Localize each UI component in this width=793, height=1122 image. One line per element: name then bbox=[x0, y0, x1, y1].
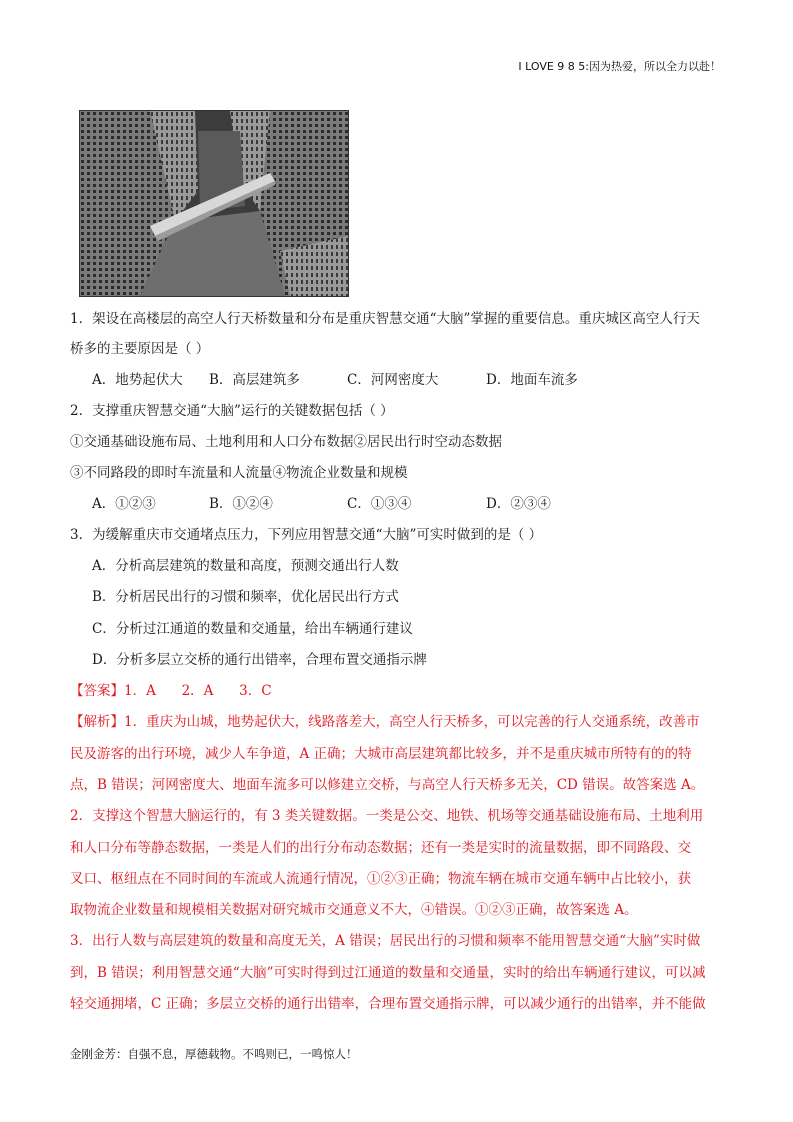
answer-line bbox=[70, 681, 272, 701]
q1-stem-line1: 1．架设在高楼层的高空人行天桥数量和分布是重庆智慧交通“大脑”掌握的重要信息。重庆城区高空人行天 bbox=[70, 311, 700, 327]
q1-stem-line2: 桥多的主要原因是（ ） bbox=[70, 341, 210, 357]
analysis-line-10: 轻交通拥堵，C 正确；多层立交桥的通行出错率，合理布置交通指示牌，可以减少通行的出错率，并不能做 bbox=[70, 996, 706, 1012]
q1-option-b: B．高层建筑多 bbox=[209, 372, 300, 388]
q3-option-b: B．分析居民出行的习惯和频率，优化居民出行方式 bbox=[92, 589, 399, 605]
analysis-line-1 bbox=[70, 712, 700, 732]
analysis-line-9: 到，B 错误；利用智慧交通“大脑”可实时得到过江通道的数量和交通量，实时的给出车辆通行建议，可以减 bbox=[70, 965, 706, 981]
analysis-line-6: 叉口、枢纽点在不同时间的车流或人流通行情况，①②③正确；物流车辆在城市交通车辆中占比较小，获 bbox=[70, 871, 691, 887]
q1-option-a: A．地势起伏大 bbox=[92, 372, 183, 388]
header-slogan: I LOVE 9 8 5:因为热爱，所以全力以赴！ bbox=[518, 60, 721, 73]
analysis-line-7: 取物流企业数量和规模相关数据对研究城市交通意义不大，④错误。①②③正确，故答案选 A。 bbox=[70, 902, 638, 918]
analysis-line-8: 3．出行人数与高层建筑的数量和高度无关，A 错误；居民出行的习惯和频率不能用智慧交通“大脑”实时做 bbox=[70, 933, 701, 949]
analysis-text: 1．重庆为山城，地势起伏大，线路落差大，高空人行天桥多，可以完善的行人交通系统，改善市 bbox=[124, 714, 700, 730]
q2-stem-line1: 2．支撑重庆智慧交通“大脑”运行的关键数据包括（ ） bbox=[70, 403, 394, 419]
q2-stem-line2: ①交通基础设施布局、土地利用和人口分布数据②居民出行时空动态数据 bbox=[70, 434, 502, 450]
q3-option-a: A．分析高层建筑的数量和高度，预测交通出行人数 bbox=[92, 558, 399, 574]
analysis-line-2: 民及游客的出行环境，减少人车争道，A 正确；大城市高层建筑都比较多，并不是重庆城市所特有的的特 bbox=[70, 746, 692, 762]
analysis-line-4: 2．支撑这个智慧大脑运行的，有 3 类关键数据。一类是公交、地铁、机场等交通基础设施布局、土地利用 bbox=[70, 808, 704, 824]
analysis-line-3: 点，B 错误；河网密度大、地面车流多可以修建立交桥，与高空人行天桥多无关，CD 错误。故答案选 A。 bbox=[70, 777, 705, 793]
q2-option-b: B．①②④ bbox=[209, 496, 273, 512]
q3-option-d: D．分析多层立交桥的通行出错率，合理布置交通指示牌 bbox=[92, 652, 427, 668]
answer-label: 【答案】 bbox=[70, 683, 124, 699]
q2-option-a: A．①②③ bbox=[92, 496, 156, 512]
q3-option-c: C．分析过江通道的数量和交通量，给出车辆通行建议 bbox=[92, 621, 413, 637]
answer-text: 1．A 2．A 3．C bbox=[124, 683, 272, 699]
analysis-line-5: 和人口分布等静态数据，一类是人们的出行分布动态数据；还有一类是实时的流量数据，即不同路段、交 bbox=[70, 840, 691, 856]
footer-motto: 金刚金芳：自强不息，厚德载物。不鸣则已，一鸣惊人！ bbox=[70, 1047, 358, 1061]
q3-stem: 3．为缓解重庆市交通堵点压力，下列应用智慧交通“大脑”可实时做到的是（ ） bbox=[70, 527, 543, 543]
q1-option-c: C．河网密度大 bbox=[347, 372, 439, 388]
q2-option-d: D．②③④ bbox=[486, 496, 551, 512]
skybridge-photo bbox=[79, 110, 349, 297]
q2-option-c: C．①③④ bbox=[347, 496, 412, 512]
analysis-label: 【解析】 bbox=[70, 714, 124, 730]
q2-stem-line3: ③不同路段的即时车流量和人流量④物流企业数量和规模 bbox=[70, 465, 408, 481]
q1-option-d: D．地面车流多 bbox=[486, 372, 578, 388]
